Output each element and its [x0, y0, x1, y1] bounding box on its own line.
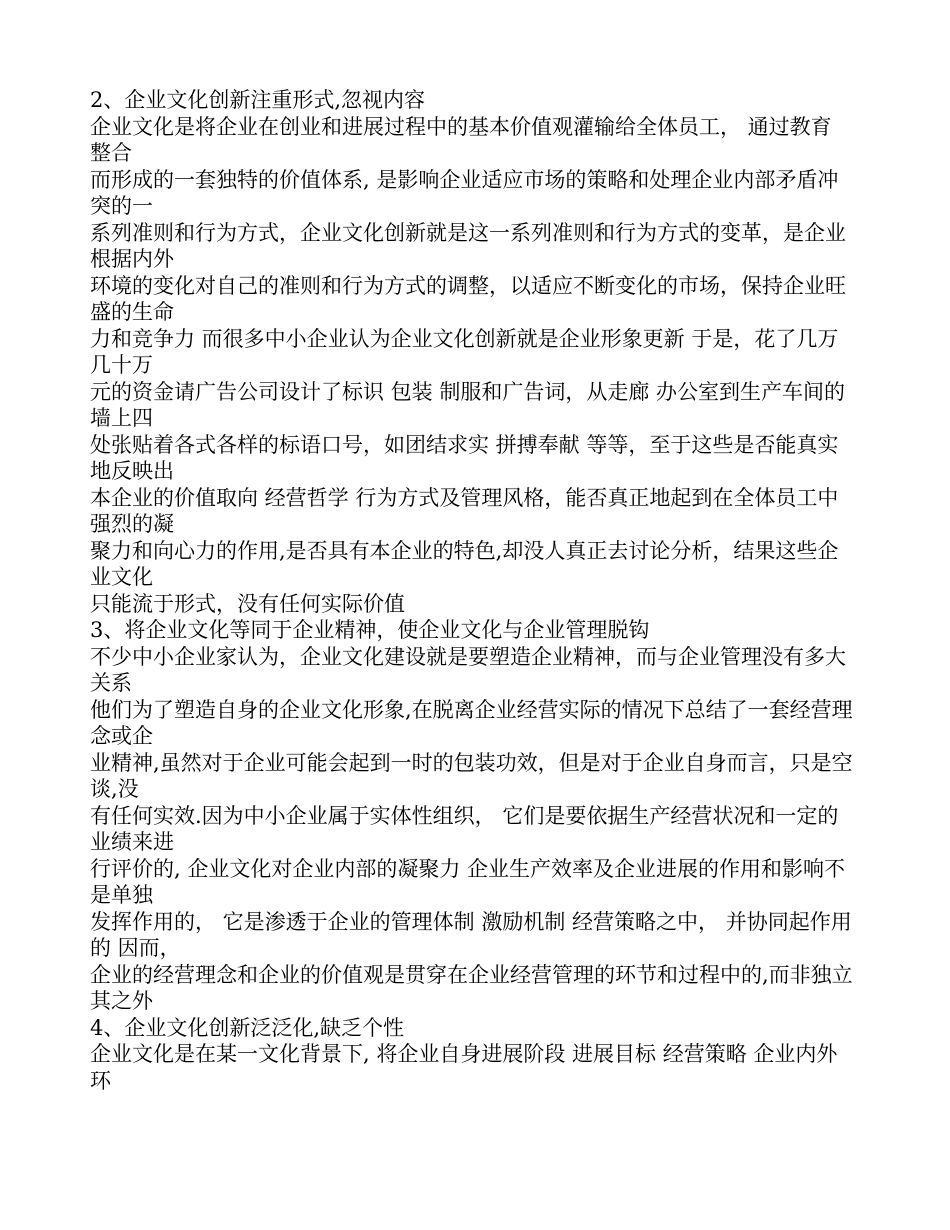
paragraph-line: 有任何实效.因为中小企业属于实体性组织， 它们是要依据生产经营状况和一定的业绩来进 [90, 803, 839, 854]
paragraph-line: 企业文化是在某一文化背景下, 将企业自身进展阶段 进展目标 经营策略 企业内外环 [90, 1042, 838, 1093]
heading-4: 4、企业文化创新泛泛化,缺乏个性 [90, 1015, 405, 1040]
paragraph-line: 发挥作用的， 它是渗透于企业的管理体制 激励机制 经营策略之中， 并协同起作用的 因而， [90, 909, 852, 960]
paragraph-line: 本企业的价值取向 经营哲学 行为方式及管理风格，能否真正地起到在全体员工中强烈的凝 [90, 485, 839, 536]
paragraph-line: 而形成的一套独特的价值体系, 是影响企业适应市场的策略和处理企业内部矛盾冲突的一 [90, 167, 839, 218]
paragraph-line: 聚力和向心力的作用,是否具有本企业的特色,却没人真正去讨论分析，结果这些企业文化 [90, 538, 839, 589]
heading-2: 2、企业文化创新注重形式,忽视内容 [90, 88, 426, 112]
paragraph-line: 不少中小企业家认为，企业文化建设就是要塑造企业精神，而与企业管理没有多大关系 [90, 644, 846, 695]
paragraph-line: 环境的变化对自己的准则和行为方式的调整，以适应不断变化的市场，保持企业旺盛的生命 [90, 273, 846, 324]
paragraph-line: 业精神,虽然对于企业可能会起到一时的包装功效，但是对于企业自身而言，只是空谈,没 [90, 750, 853, 801]
paragraph-line: 元的资金请广告公司设计了标识 包装 制服和广告词，从走廊 办公室到生产车间的墙上四 [90, 379, 846, 430]
paragraph-line: 企业的经营理念和企业的价值观是贯穿在企业经营管理的环节和过程中的,而非独立其之外 [90, 962, 853, 1013]
paragraph-line: 他们为了塑造自身的企业文化形象,在脱离企业经营实际的情况下总结了一套经营理念或企 [90, 697, 853, 748]
paragraph-line: 企业文化是将企业在创业和进展过程中的基本价值观灌输给全体员工， 通过教育 整合 [90, 114, 832, 165]
paragraph-line: 系列准则和行为方式，企业文化创新就是这一系列准则和行为方式的变革，是企业根据内外 [90, 220, 846, 271]
paragraph-line: 行评价的, 企业文化对企业内部的凝聚力 企业生产效率及企业进展的作用和影响不是单独 [90, 856, 846, 907]
heading-3: 3、将企业文化等同于企业精神，使企业文化与企业管理脱钩 [90, 618, 650, 642]
paragraph-line: 力和竞争力 而很多中小企业认为企业文化创新就是企业形象更新 于是，花了几万 几十万 [90, 326, 839, 377]
paragraph-line: 只能流于形式，没有任何实际价值 [90, 591, 405, 616]
paragraph-line: 处张贴着各式各样的标语口号，如团结求实 拼搏奉献 等等，至于这些是否能真实地反映出 [90, 432, 839, 483]
document-body [90, 87, 858, 1094]
